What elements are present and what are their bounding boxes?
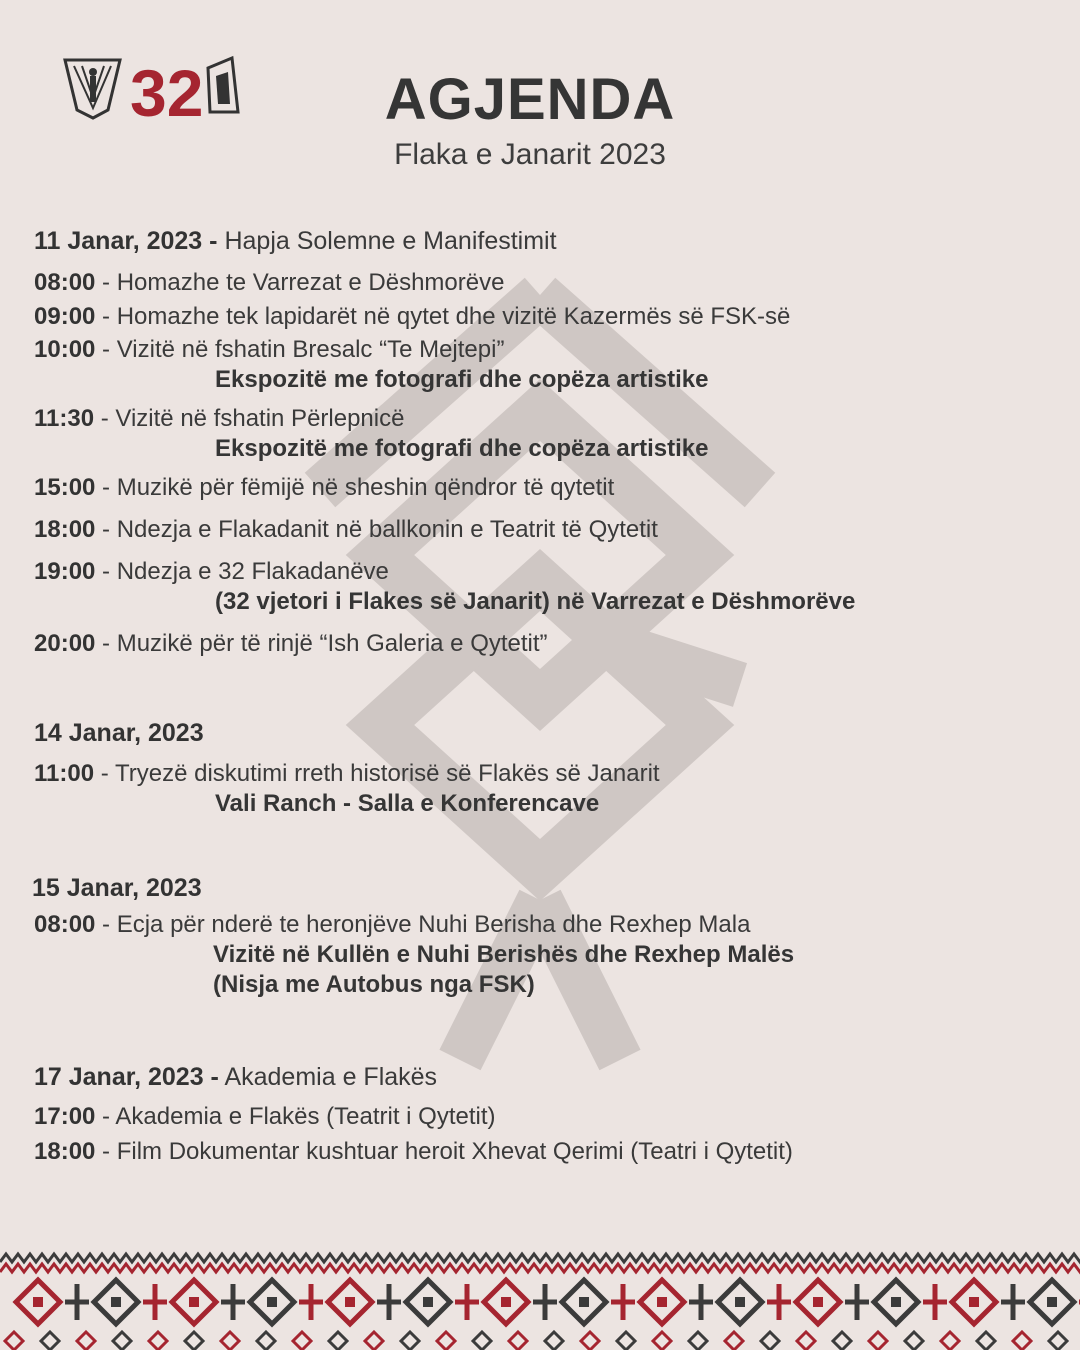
item-text: Muzikë për fëmijë në sheshin qëndror të qytetit bbox=[116, 474, 615, 501]
item-subline: Vizitë në Kullën e Nuhi Berishës dhe Rexhep Malës bbox=[213, 941, 795, 968]
item-time: 18:00 bbox=[34, 1138, 96, 1165]
day-heading bbox=[32, 874, 202, 903]
item-text: Akademia e Flakës (Teatrit i Qytetit) bbox=[115, 1103, 496, 1130]
agenda-item: 19:00 - Ndezja e 32 Flakadanëve bbox=[34, 558, 389, 585]
anniversary-number: 32 bbox=[130, 56, 204, 130]
item-time: 10:00 bbox=[34, 336, 96, 363]
day-description: Akademia e Flakës bbox=[224, 1063, 438, 1091]
item-subline: (32 vjetori i Flakes së Janarit) në Varrezat e Dëshmorëve bbox=[215, 588, 856, 615]
item-time: 09:00 bbox=[34, 303, 96, 330]
item-subline: Ekspozitë me fotografi dhe copëza artistike bbox=[215, 366, 709, 393]
embroidery-border bbox=[0, 1250, 1080, 1350]
item-time: 19:00 bbox=[34, 558, 96, 585]
item-time: 11:00 bbox=[34, 760, 95, 787]
agenda-item: 18:00 - Film Dokumentar kushtuar heroit Xhevat Qerimi (Teatri i Qytetit) bbox=[34, 1138, 793, 1165]
agenda-item: 15:00 - Muzikë për fëmijë në sheshin qëndror të qytetit bbox=[34, 474, 615, 501]
agenda-item: 20:00 - Muzikë për të rinjë “Ish Galeria e Qytetit” bbox=[34, 630, 548, 657]
item-text: Ecja për nderë te heronjëve Nuhi Berisha dhe Rexhep Mala bbox=[116, 911, 751, 938]
item-text: Homazhe tek lapidarët në qytet dhe vizitë Kazermës së FSK-së bbox=[116, 303, 791, 330]
item-subline: Ekspozitë me fotografi dhe copëza artistike bbox=[215, 435, 709, 462]
page-subtitle: Flaka e Janarit 2023 bbox=[394, 138, 666, 171]
agenda-item: 10:00 - Vizitë në fshatin Bresalc “Te Mejtepi” bbox=[34, 336, 505, 363]
agenda-item: 08:00 - Ecja për nderë te heronjëve Nuhi Berisha dhe Rexhep Mala bbox=[34, 911, 751, 938]
day-date: 15 Janar, 2023 bbox=[32, 874, 202, 902]
day-description: Hapja Solemne e Manifestimit bbox=[224, 227, 557, 255]
page-title: AGJENDA bbox=[384, 67, 676, 132]
day-heading: 11 Janar, 2023 - Hapja Solemne e Manifestimit bbox=[34, 227, 557, 255]
item-text: Ndezja e Flakadanit në ballkonin e Teatrit të Qytetit bbox=[116, 516, 658, 543]
day-date: 14 Janar, 2023 bbox=[34, 719, 204, 747]
item-time: 11:30 bbox=[34, 405, 95, 432]
day-heading: 17 Janar, 2023 - Akademia e Flakës bbox=[34, 1063, 438, 1091]
day-date: 11 Janar, 2023 bbox=[34, 227, 203, 255]
item-time: 17:00 bbox=[34, 1103, 96, 1130]
item-text: Film Dokumentar kushtuar heroit Xhevat Qerimi (Teatri i Qytetit) bbox=[116, 1138, 793, 1165]
item-time: 08:00 bbox=[34, 269, 96, 296]
item-time: 20:00 bbox=[34, 630, 96, 657]
item-time: 08:00 bbox=[34, 911, 96, 938]
item-text: Vizitë në fshatin Përlepnicë bbox=[115, 405, 405, 432]
item-text: Vizitë në fshatin Bresalc “Te Mejtepi” bbox=[116, 336, 505, 363]
day-date: 17 Janar, 2023 bbox=[34, 1063, 204, 1091]
agenda-item: 17:00 - Akademia e Flakës (Teatrit i Qytetit) bbox=[34, 1103, 496, 1130]
agenda-item: 11:00 - Tryezë diskutimi rreth historisë së Flakës së Janarit bbox=[34, 760, 660, 787]
item-text: Tryezë diskutimi rreth historisë së Flakës së Janarit bbox=[114, 760, 660, 787]
agenda-item: 08:00 - Homazhe te Varrezat e Dëshmorëve bbox=[34, 269, 505, 296]
item-text: Ndezja e 32 Flakadanëve bbox=[116, 558, 389, 585]
item-time: 18:00 bbox=[34, 516, 96, 543]
item-subline: (Nisja me Autobus nga FSK) bbox=[213, 971, 535, 998]
agenda-item: 09:00 - Homazhe tek lapidarët në qytet dhe vizitë Kazermës së FSK-së bbox=[34, 303, 791, 330]
day-heading bbox=[34, 719, 204, 748]
agenda-item: 11:30 - Vizitë në fshatin Përlepnicë bbox=[34, 405, 405, 432]
item-time: 15:00 bbox=[34, 474, 96, 501]
agenda-item: 18:00 - Ndezja e Flakadanit në ballkonin e Teatrit të Qytetit bbox=[34, 516, 658, 543]
item-text: Muzikë për të rinjë “Ish Galeria e Qytetit” bbox=[116, 630, 548, 657]
item-text: Homazhe te Varrezat e Dëshmorëve bbox=[116, 269, 505, 296]
item-subline: Vali Ranch - Salla e Konferencave bbox=[215, 790, 600, 817]
